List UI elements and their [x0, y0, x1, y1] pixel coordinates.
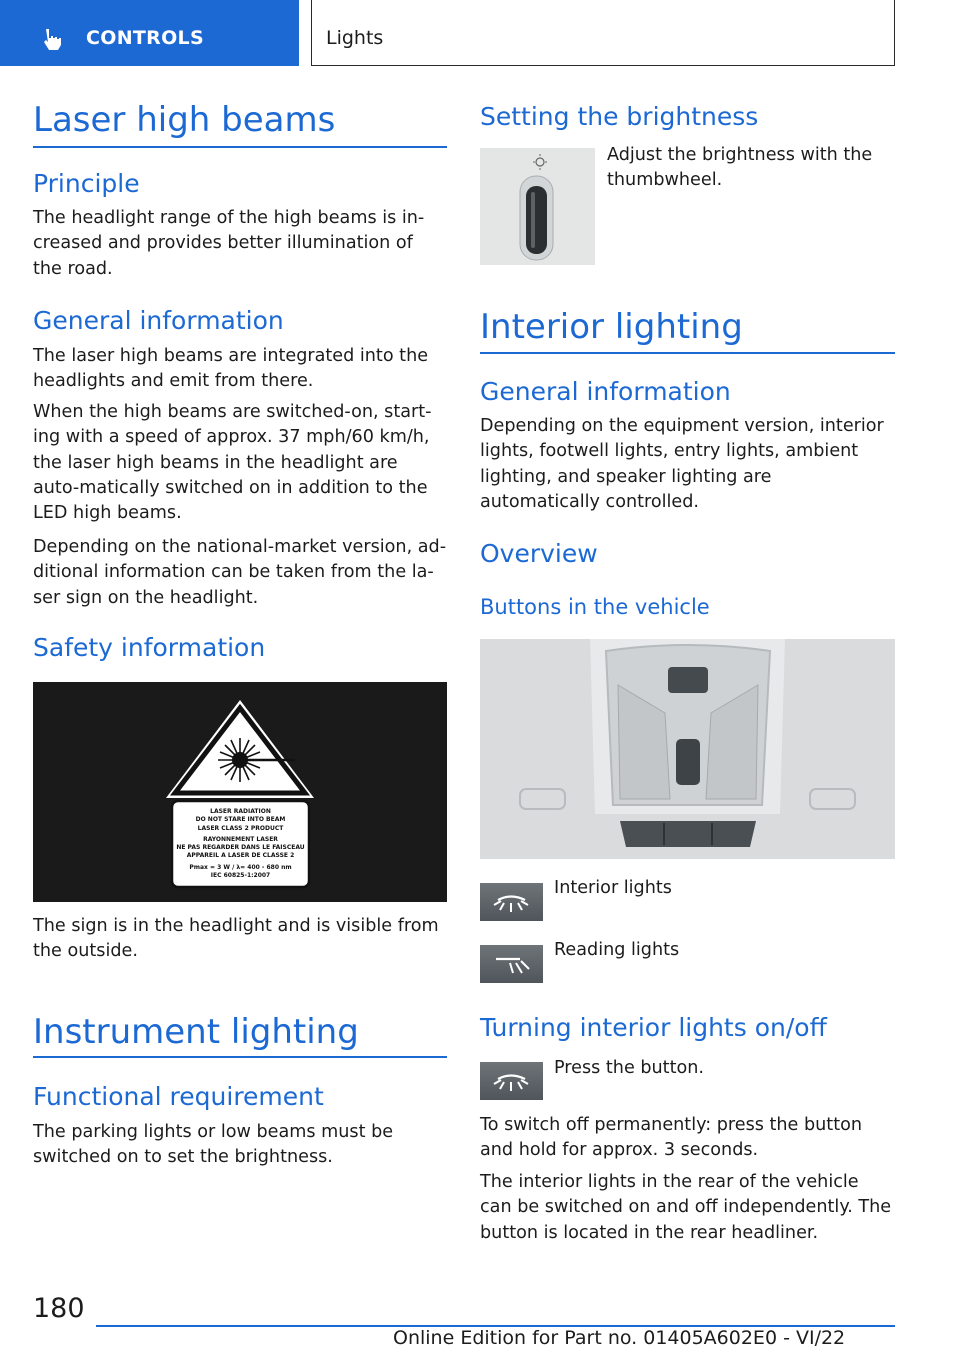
general-information-heading: General information — [33, 306, 284, 335]
laser-sign-line: Pmax = 3 W / λ= 400 - 680 nm — [189, 863, 292, 871]
interior-lights-label: Interior lights — [554, 878, 672, 898]
interior-general-text: Depending on the equipment version, interior lights, footwell lights, entry lights, ambient lighting, and speaker lighting are automatically controlled. — [480, 416, 884, 512]
buttons-in-vehicle-heading: Buttons in the vehicle — [480, 595, 710, 619]
title-rule — [33, 146, 447, 148]
laser-sign-line: APPAREIL A LASER DE CLASSE 2 — [186, 852, 295, 860]
pointing-hand-icon — [40, 26, 66, 52]
general-paragraph-1: The laser high beams are integrated into the headlights and emit from there. — [33, 346, 429, 392]
chapter-box — [311, 0, 895, 66]
press-button-text: Press the button. — [554, 1058, 704, 1078]
safety-text: The sign is in the headlight and is visible from the outside. — [33, 916, 439, 962]
laser-sign-line: LASER RADIATION — [210, 808, 271, 815]
laser-sign-line: IEC 60825-1:2007 — [210, 872, 271, 880]
rear-lights-text: The interior lights in the rear of the vehicle can be switched on and off independently. The button is located in the rear headliner. — [480, 1172, 892, 1243]
reading-lights-button-icon — [480, 945, 543, 983]
instrument-lighting-title: Instrument lighting — [33, 1012, 359, 1052]
laser-sign-line: LASER CLASS 2 PRODUCT — [197, 824, 284, 832]
general-paragraph-3: Depending on the national-market version, ad-ditional information can be taken from the la-ser sign on the headlight. — [33, 537, 447, 608]
principle-text: The headlight range of the high beams is in-creased and provides better illumination of the road. — [33, 208, 425, 279]
switch-off-text: To switch off permanently: press the button and hold for approx. 3 seconds. — [480, 1115, 863, 1161]
interior-general-information-heading: General information — [480, 377, 731, 406]
title-rule — [33, 1056, 447, 1058]
functional-text: The parking lights or low beams must be switched on to set the brightness. — [33, 1122, 394, 1168]
edition-footer: Online Edition for Part no. 01405A602E0 - VI/22 — [393, 1327, 846, 1349]
general-paragraph-2: When the high beams are switched-on, start-ing with a speed of approx. 37 mph/60 km/h, the laser high beams in the headlight are auto-matically switched on in addition to the LED high beams. — [33, 402, 432, 524]
laser-high-beams-title: Laser high beams — [33, 100, 336, 140]
laser-sign-line: DO NOT STARE INTO BEAM — [195, 816, 286, 824]
interior-lights-button-icon — [480, 883, 543, 921]
thumbwheel-image — [480, 148, 595, 265]
laser-sign-line: RAYONNEMENT LASER — [203, 835, 278, 843]
laser-sign-line: NE PAS REGARDER DANS LE FAISCEAU — [176, 844, 305, 852]
overhead-console-icon — [480, 639, 895, 859]
overview-heading: Overview — [480, 539, 598, 568]
interior-lights-button-icon — [480, 1062, 543, 1100]
title-rule — [480, 352, 895, 354]
overhead-console-image — [480, 639, 895, 859]
brightness-text: Adjust the brightness with the thumbwheel. — [607, 145, 873, 191]
page-number: 180 — [33, 1293, 85, 1324]
laser-warning-image — [33, 682, 447, 902]
chapter-label: Lights — [326, 27, 384, 49]
functional-requirement-heading: Functional requirement — [33, 1082, 324, 1111]
principle-heading: Principle — [33, 169, 140, 198]
safety-information-heading: Safety information — [33, 633, 266, 662]
section-tab — [0, 0, 299, 66]
setting-brightness-heading: Setting the brightness — [480, 102, 759, 131]
turning-interior-lights-heading: Turning interior lights on/off — [480, 1013, 827, 1042]
thumbwheel-icon — [480, 148, 595, 265]
reading-lights-label: Reading lights — [554, 940, 680, 960]
section-label: CONTROLS — [86, 27, 204, 49]
interior-lighting-title: Interior lighting — [480, 307, 743, 347]
